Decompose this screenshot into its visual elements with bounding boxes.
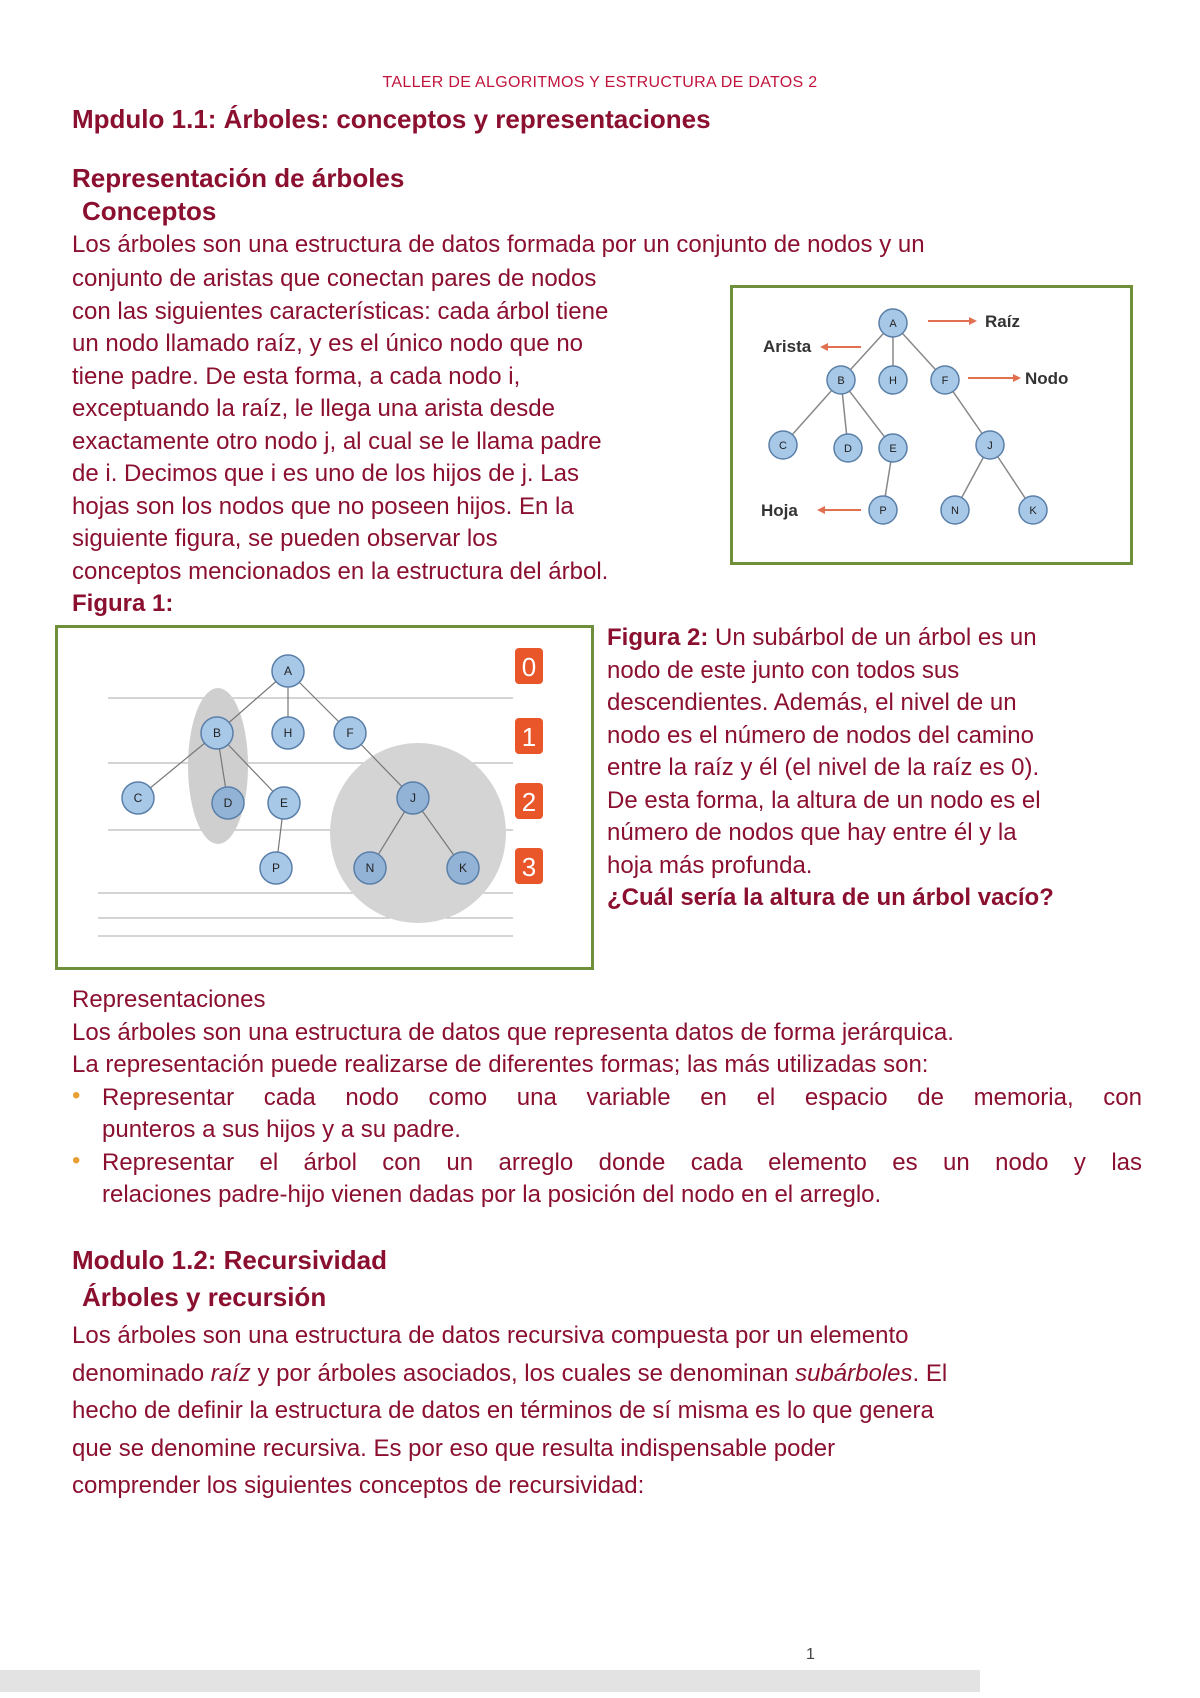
node-label: H — [889, 375, 897, 387]
node-label: D — [223, 796, 233, 810]
bullet-item — [72, 1082, 1142, 1147]
label-leaf: Hoja — [761, 501, 798, 520]
node-label: B — [212, 726, 222, 740]
empty-tree-height-question: ¿Cuál sería la altura de un árbol vacío? — [607, 884, 1054, 911]
caption-line: nodo es el número de nodos del camino — [607, 721, 1034, 749]
recursion-line: Los árboles son una estructura de datos recursiva compuesta por un elemento — [72, 1322, 909, 1349]
node-label: F — [346, 726, 354, 740]
caption-line: nodo de este junto con todos sus — [607, 656, 960, 684]
section-title: Representación de árboles — [72, 163, 405, 193]
caption-line — [607, 622, 1187, 655]
module1-title: Mpdulo 1.1: Árboles: conceptos y representaciones — [72, 104, 711, 134]
recursion-text: . El — [912, 1359, 948, 1387]
label-edge: Arista — [763, 337, 812, 356]
caption-line: entre la raíz y él (el nivel de la raíz es 0). — [607, 754, 1040, 781]
intro-line: tiene padre. De esta forma, a cada nodo i, — [72, 362, 521, 390]
intro-line: conceptos mencionados en la estructura del árbol. — [72, 557, 609, 585]
node-label: P — [879, 505, 887, 517]
node-label: D — [844, 443, 852, 455]
node-label: E — [889, 443, 897, 455]
intro-line: hojas son los nodos que no poseen hijos. En la — [72, 492, 574, 520]
subsection-concepts: Conceptos — [82, 196, 217, 226]
node-label: P — [271, 861, 281, 875]
footer-bar — [0, 1670, 980, 1692]
subsection-recursion: Árboles y recursión — [82, 1282, 327, 1312]
page-number: 1 — [806, 1646, 815, 1663]
level-number: 1 — [521, 722, 537, 752]
recursion-line — [72, 1355, 1152, 1393]
node-label: B — [837, 375, 845, 387]
figure2-frame — [55, 625, 594, 970]
intro-line: conjunto de aristas que conectan pares de nodos — [72, 265, 597, 292]
caption-text: Un subárbol de un árbol es un — [708, 624, 1037, 651]
figure2-label: Figura 2: — [607, 624, 709, 651]
label-root: Raíz — [985, 312, 1020, 331]
intro-line: con las siguientes características: cada árbol tiene — [72, 297, 609, 325]
document-header: TALLER DE ALGORITMOS Y ESTRUCTURA DE DATOS 2 — [382, 74, 818, 91]
level-number: 3 — [521, 852, 537, 882]
node-label: E — [279, 796, 289, 810]
node-label: J — [410, 791, 416, 805]
intro-line: siguiente figura, se pueden observar los — [72, 525, 498, 552]
term-subtrees: subárboles — [795, 1359, 913, 1387]
representations-line: La representación puede realizarse de diferentes formas; las más utilizadas son: — [72, 1051, 929, 1078]
caption-line: descendientes. Además, el nivel de un — [607, 689, 1017, 716]
caption-line: número de nodos que hay entre él y la — [607, 819, 1017, 846]
node-label: F — [941, 375, 949, 387]
bullet-text: punteros a sus hijos y a su padre. — [102, 1116, 461, 1143]
node-label: K — [458, 861, 468, 875]
caption-line: De esta forma, la altura de un nodo es el — [607, 786, 1041, 814]
node-label: A — [889, 318, 897, 330]
node-label: N — [951, 505, 959, 517]
subtree-highlight — [188, 688, 248, 844]
term-root: raíz — [210, 1359, 251, 1387]
representations-title: Representaciones — [72, 986, 266, 1013]
node-label: C — [779, 440, 787, 452]
recursion-text: y por árboles asociados, los cuales se denominan — [250, 1359, 796, 1387]
intro-paragraph — [72, 263, 712, 588]
figure1-label: Figura 1: — [72, 590, 174, 617]
level-number: 2 — [521, 787, 537, 817]
figure2-tree-diagram — [58, 628, 591, 967]
bullet-icon: • — [72, 1081, 81, 1109]
node-label: H — [283, 726, 293, 740]
node-label: K — [1029, 505, 1037, 517]
intro-line: de i. Decimos que i es uno de los hijos de j. Las — [72, 460, 579, 487]
bullet-text: Representar el árbol con un arreglo donde cada elemento es un nodo y las — [102, 1148, 1142, 1176]
representations-section — [72, 984, 1142, 1212]
node-label: N — [365, 861, 375, 875]
figure1-tree-diagram — [733, 288, 1130, 562]
intro-line: un nodo llamado raíz, y es el único nodo que no — [72, 330, 584, 357]
recursion-line: que se denomine recursiva. Es por eso que resulta indispensable poder — [72, 1434, 836, 1462]
subtree-highlight — [330, 743, 506, 923]
intro-line: exceptuando la raíz, le llega una arista desde — [72, 395, 555, 422]
figure1-frame — [730, 285, 1133, 565]
recursion-paragraph — [72, 1317, 1152, 1505]
figure2-caption — [607, 622, 1187, 915]
representations-line: Los árboles son una estructura de datos que representa datos de forma jerárquica. — [72, 1018, 954, 1046]
node-label: A — [283, 664, 293, 678]
caption-line: hoja más profunda. — [607, 851, 813, 879]
bullet-text: relaciones padre-hijo vienen dadas por la posición del nodo en el arreglo. — [102, 1181, 882, 1208]
recursion-text: denominado — [72, 1359, 211, 1387]
label-node: Nodo — [1025, 369, 1069, 388]
level-number: 0 — [521, 652, 537, 682]
recursion-line: hecho de definir la estructura de datos en términos de sí misma es lo que genera — [72, 1397, 934, 1424]
node-label: J — [987, 440, 993, 452]
node-label: C — [133, 791, 143, 805]
module2-title: Modulo 1.2: Recursividad — [72, 1245, 387, 1275]
bullet-item — [72, 1147, 1142, 1212]
intro-line-full: Los árboles son una estructura de datos formada por un conjunto de nodos y un — [72, 231, 925, 258]
recursion-line: comprender los siguientes conceptos de recursividad: — [72, 1472, 645, 1499]
bullet-text: Representar cada nodo como una variable en el espacio de memoria, con — [102, 1083, 1142, 1111]
intro-line: exactamente otro nodo j, al cual se le llama padre — [72, 427, 602, 455]
bullet-icon: • — [72, 1146, 81, 1174]
